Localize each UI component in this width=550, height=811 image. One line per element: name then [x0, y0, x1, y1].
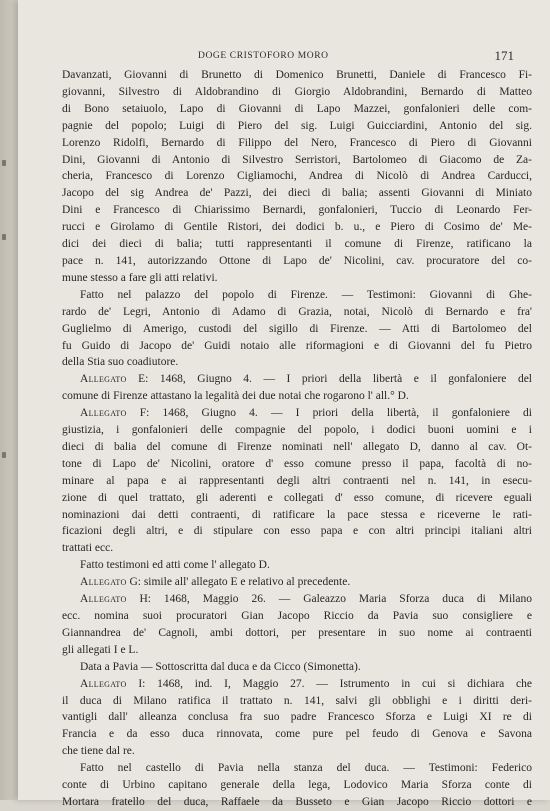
allegato-entry	[62, 591, 532, 659]
paragraph	[62, 67, 532, 287]
text-line: tone di Lapo de' Nicolini, oratore d' esso comune presso il papa, facoltà di no-	[62, 457, 532, 470]
text-line: Mortara fratello del duca, Raffaele da Busseto e Gian Jacopo Riccio dottori e	[62, 795, 532, 808]
gutter-mark	[2, 234, 6, 240]
text-line: gli allegati I e L.	[62, 643, 139, 656]
text-line: zione di quel trattato, gli aderenti e collegati d' esso comune, di ricevere eguali	[62, 491, 532, 504]
page-body	[62, 67, 532, 811]
text-line: Dini e Francesco di Chiarissimo Bernardi, gonfalonieri, Tuccio di Leonardo Fer-	[62, 204, 532, 217]
allegato-label: Allegato	[80, 373, 127, 386]
text-line	[62, 405, 532, 422]
paragraph	[62, 659, 532, 676]
text-line: fu Guido di Jacopo de' Guidi notaio alle riformagioni e di Giovanni del fu Pietro	[62, 339, 532, 352]
allegato-text: I: 1468, ind. I, Maggio 27. — Istrumento in cui si dichiara che	[126, 677, 532, 690]
text-line: Lorenzo Ridolfi, Bernardo di Filippo del Nero, Francesco di Piero di Giovanni	[62, 136, 532, 149]
text-line: rucci e Girolamo di Gentile Ristori, dei dodici b. u., e Piero di Cosimo de' Me-	[62, 221, 532, 234]
gutter-mark	[2, 160, 6, 166]
text-line: conte di Urbino capitano generale della lega, Lodovico Maria Sforza conte di	[62, 779, 532, 792]
allegato-text: E: 1468, Giugno 4. — I priori della libertà e il gonfaloniere del	[126, 373, 532, 386]
allegato-entry	[62, 371, 532, 405]
allegato-entry	[62, 676, 532, 761]
text-line: ficazioni degli altri, e di stipulare con esso papa e con altri principi italiani altri	[62, 525, 532, 538]
gutter-mark	[2, 452, 6, 458]
text-line: della Stia suo coadiutore.	[62, 356, 179, 369]
page-number: 171	[494, 48, 514, 63]
text-line: Francia e da esso duca rinnovata, come pure pel feudo di Genova e Savona	[62, 728, 532, 741]
text-line: Jacopo del sig Andrea de' Pazzi, dei dieci di balia; assenti Giovanni di Miniato	[62, 187, 532, 200]
text-line: Fatto nel castello di Pavia nella stanza del duca. — Testimoni: Federico	[80, 762, 532, 775]
text-line: dici dei dieci di balia; tutti rappresentanti il comune di Firenze, ratificano la	[62, 238, 532, 251]
book-page	[18, 0, 550, 808]
text-line: di Bono setaiuolo, Lapo di Giovanni di Lapo Mazzei, gonfalonieri delle com-	[62, 102, 532, 115]
text-line: giovanni, Silvestro di Aldobrandino di Giorgio Aldobrandini, Bernardo di Matteo	[62, 85, 532, 98]
paragraph	[62, 557, 532, 574]
allegato-label: Allegato	[80, 677, 127, 690]
text-line: dieci di balia del comune di Firenze nominati nell' allegato D, danno al cav. Ot-	[62, 440, 532, 453]
text-line	[62, 676, 532, 693]
allegato-entry	[62, 405, 532, 557]
text-line: ecc. nomina suoi procuratori Gian Jacopo Riccio da Pavia suo consigliere e	[62, 610, 532, 622]
text-line: trattati ecc.	[62, 542, 114, 555]
text-line: il duca di Milano ratifica il trattato n. 141, salvi gli obblighi e i diritti deri-	[62, 694, 532, 707]
text-line: Fatto testimoni ed atti come l' allegato D.	[80, 559, 270, 572]
text-line	[62, 574, 532, 591]
text-line: cheria, Francesco di Lorenzo Cigliamochi, Andrea di Nicolò di Andrea Carducci,	[62, 170, 532, 183]
text-line: giustizia, i gonfalonieri delle compagnie del popolo, i dodici buoni uomini e i	[62, 424, 532, 437]
text-line	[62, 371, 532, 388]
text-line: rardo de' Legri, Antonio di Adamo di Grazia, notai, Nicolò di Bernardo e fra'	[62, 305, 532, 318]
text-line: Dini, Giovanni di Antonio di Silvestro Serristori, Bartolomeo di Giacomo de Za-	[62, 153, 532, 166]
allegato-label: Allegato	[80, 407, 127, 420]
text-line: pagnie del popolo; Luigi di Piero del sig. Luigi Guicciardini, Antonio del sig.	[62, 119, 532, 132]
text-line: minare al papa e ai rappresentanti degli altri contraenti nel n. 141, in esecu-	[62, 474, 532, 487]
allegato-text: F: 1468, Giugno 4. — I priori della libertà, il gonfaloniere di	[126, 407, 532, 420]
text-line: pace n. 141, autorizzando Ottone di Lapo de' Nicolini, cav. procuratore del co-	[62, 254, 532, 267]
allegato-label: Allegato	[80, 593, 127, 606]
paragraph	[62, 760, 532, 811]
text-line: nominazioni dai detti contraenti, di ratificare la pace stessa e riceverne le rati-	[62, 508, 532, 521]
text-line: che tiene dal re.	[62, 745, 135, 758]
allegato-text: H: 1468, Maggio 26. — Galeazzo Maria Sforza duca di Milano	[126, 593, 532, 606]
text-line: mune stesso a fare gli atti relativi.	[62, 271, 218, 284]
text-line: Davanzati, Giovanni di Brunetto di Domenico Brunetti, Daniele di Francesco Fi-	[62, 69, 532, 81]
text-line: vantigli dall' alleanza conclusa fra suo padre Francesco Sforza e Luigi XI re di	[62, 711, 532, 724]
text-line	[62, 591, 532, 608]
text-line: Fatto nel palazzo del popolo di Firenze. — Testimoni: Giovanni di Ghe-	[80, 288, 532, 301]
page-gutter	[0, 0, 18, 800]
text-line: Data a Pavia — Sottoscritta dal duca e da Cicco (Simonetta).	[80, 660, 361, 673]
allegato-entry	[62, 574, 532, 591]
allegato-text: G: simile all' allegato E e relativo al precedente.	[126, 576, 351, 589]
text-line: Giannandrea de' Cagnoli, ambi dottori, per presentare in suo nome ai contraenti	[62, 626, 532, 639]
text-line: Guglielmo di Amerigo, custodi del sigillo di Firenze. — Atti di Bartolomeo del	[62, 322, 532, 335]
allegato-label: Allegato	[80, 576, 127, 589]
paragraph	[62, 287, 532, 372]
text-line: comune di Firenze attastano la legalità dei due notai che rogarono l' all.° D.	[62, 390, 409, 403]
running-head: DOGE CRISTOFORO MORO	[198, 51, 329, 61]
